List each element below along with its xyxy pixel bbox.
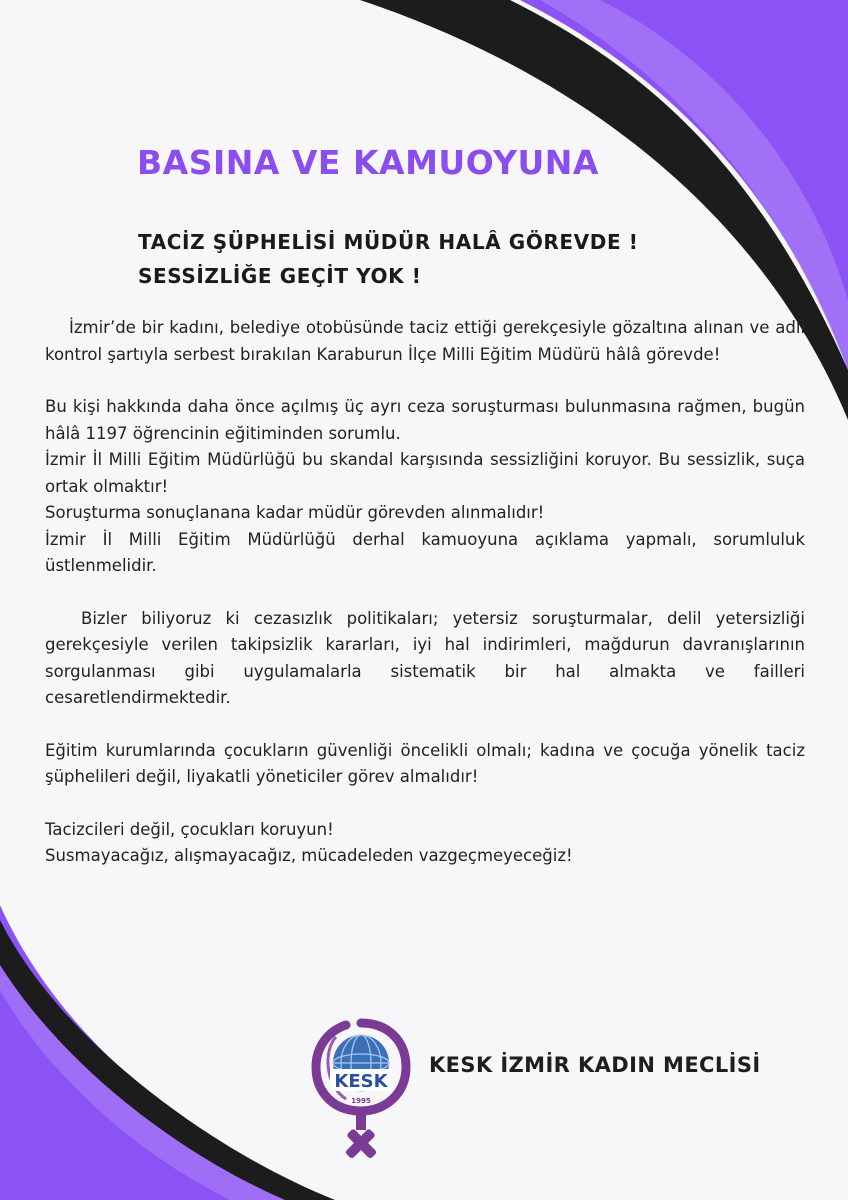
- paragraph-investigations: [45, 394, 805, 580]
- logo-wordmark: KESK: [334, 1071, 388, 1092]
- paragraph-line: İzmir İl Milli Eğitim Müdürlüğü bu skandal karşısında sessizliğini koruyor. Bu sessizlik, suça ortak olmaktır!: [45, 450, 805, 496]
- paragraph-line: İzmir İl Milli Eğitim Müdürlüğü derhal kamuoyuna açıklama yapmalı, sorumluluk üstlenmelidir.: [45, 529, 805, 575]
- statement-body: [45, 315, 805, 896]
- closing-line-1: Tacizcileri değil, çocukları koruyun!: [45, 819, 334, 839]
- signature: KESK İZMİR KADIN MECLİSİ: [429, 1053, 761, 1077]
- paragraph-education-safety: Eğitim kurumlarında çocukların güvenliği öncelikli olmalı; kadına ve çocuğa yönelik taciz şüphelileri değil, liyakatli yöneticiler görev almalıdır!: [45, 740, 805, 786]
- logo-symbol-cross: [345, 1128, 378, 1159]
- closing-line-2: Susmayacağız, alışmayacağız, mücadeleden vazgeçmeyeceğiz!: [45, 846, 573, 865]
- logo-symbol-stem: [356, 1110, 366, 1130]
- subtitle-line-1: TACİZ ŞÜPHELİSİ MÜDÜR HALÂ GÖREVDE !: [138, 230, 639, 254]
- paragraph-intro: İzmir’de bir kadını, belediye otobüsünde taciz ettiği gerekçesiyle gözaltına alınan ve adli kontrol şartıyla serbest bırakılan Karaburun İlçe Milli Eğitim Müdürü hâlâ görevde!: [45, 318, 805, 364]
- kesk-logo: [306, 1015, 416, 1165]
- paragraph-line: Bu kişi hakkında daha önce açılmış üç ayrı ceza soruşturması bulunmasına rağmen, bugün hâlâ 1197 öğrencinin eğitiminden sorumlu.: [45, 397, 805, 443]
- paragraph-line: Soruşturma sonuçlanana kadar müdür görevden alınmalıdır!: [45, 503, 545, 522]
- logo-year: 1995: [351, 1097, 371, 1105]
- page-title: BASINA VE KAMUOYUNA: [137, 143, 599, 182]
- paragraph-impunity: Bizler biliyoruz ki cezasızlık politikaları; yetersiz soruşturmalar, delil yetersizliği gerekçesiyle verilen takipsizlik kararları, iyi hal indirimleri, mağdurun davranışlarının sorgulanması gibi uygulamalarla sistematik bir hal almakta ve failleri cesaretlendirmektedir.: [45, 608, 805, 707]
- subtitle-line-2: SESSİZLİĞE GEÇİT YOK !: [138, 264, 422, 288]
- paragraph-closing: [45, 817, 805, 870]
